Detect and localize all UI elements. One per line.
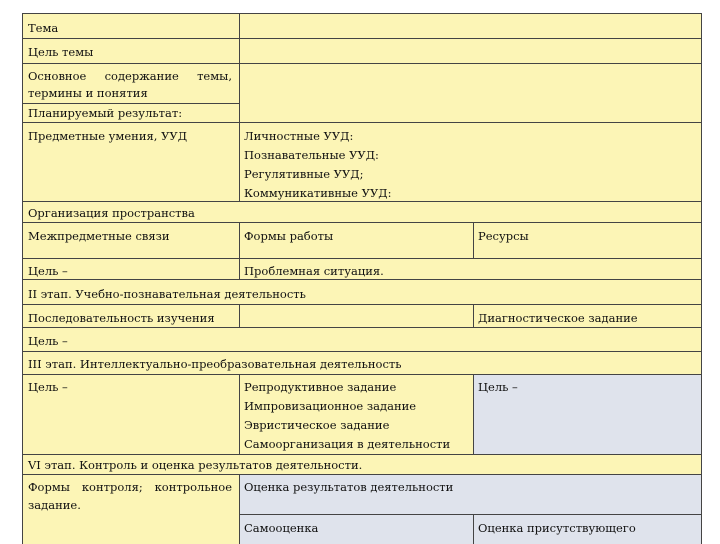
topic-label: Тема [28,21,59,35]
column-divider [239,474,240,544]
content-label [25,65,235,105]
column-divider [239,222,240,279]
content-line-1: Основное содержание темы, [28,69,232,83]
interdisciplinary-label: Межпредметные связи [28,229,170,243]
stage3-heading: III этап. Интеллектуально-преобразовательная деятельность [28,357,402,371]
uud-cognitive: Познавательные УУД: [244,148,379,162]
presenters-eval-label: Оценка присутствующего [478,521,636,535]
goal-dash-stage3-right: Цель – [478,380,518,394]
space-org-label: Организация пространства [28,206,195,220]
study-sequence-label: Последовательность изучения [28,311,215,325]
control-forms-label [25,476,235,517]
uud-communicative: Коммуникативные УУД: [244,186,392,200]
task-types-list [241,376,473,456]
control-forms-line-2: задание. [28,498,81,512]
stage6-heading: VI этап. Контроль и оценка результатов деятельности. [28,458,363,472]
column-divider [239,374,240,454]
column-divider [473,222,474,258]
task-improvisational: Импровизационное задание [244,399,417,413]
work-forms-label: Формы работы [244,229,334,243]
task-self-organization: Самоорганизация в деятельности [244,437,451,451]
resources-label: Ресурсы [478,229,529,243]
uud-regulatory: Регулятивные УУД; [244,167,364,181]
goal-dash-stage1: Цель – [28,264,68,278]
column-divider [239,304,240,327]
row-divider [239,514,701,515]
goal-dash-stage3: Цель – [28,380,68,394]
column-divider [473,374,474,454]
row-divider [23,258,701,259]
planned-result-label: Планируемый результат: [28,106,183,120]
results-eval-label: Оценка результатов деятельности [244,480,454,494]
column-divider [473,304,474,327]
self-eval-label: Самооценка [244,521,319,535]
lesson-plan-table [22,13,702,544]
control-forms-line-1: Формы контроля; контрольное [28,480,232,494]
subject-skills-label: Предметные умения, УУД [28,129,188,143]
goal-label: Цель темы [28,45,94,59]
uud-list [241,125,471,205]
problem-situation-label: Проблемная ситуация. [244,264,384,278]
task-reproductive: Репродуктивное задание [244,380,397,394]
diagnostic-task-label: Диагностическое задание [478,311,638,325]
uud-personal: Личностные УУД: [244,129,354,143]
stage2-heading: II этап. Учебно-познавательная деятельность [28,287,306,301]
content-line-2: термины и понятия [28,86,148,100]
goal-dash-stage2: Цель – [28,334,68,348]
task-heuristic: Эвристическое задание [244,418,390,432]
